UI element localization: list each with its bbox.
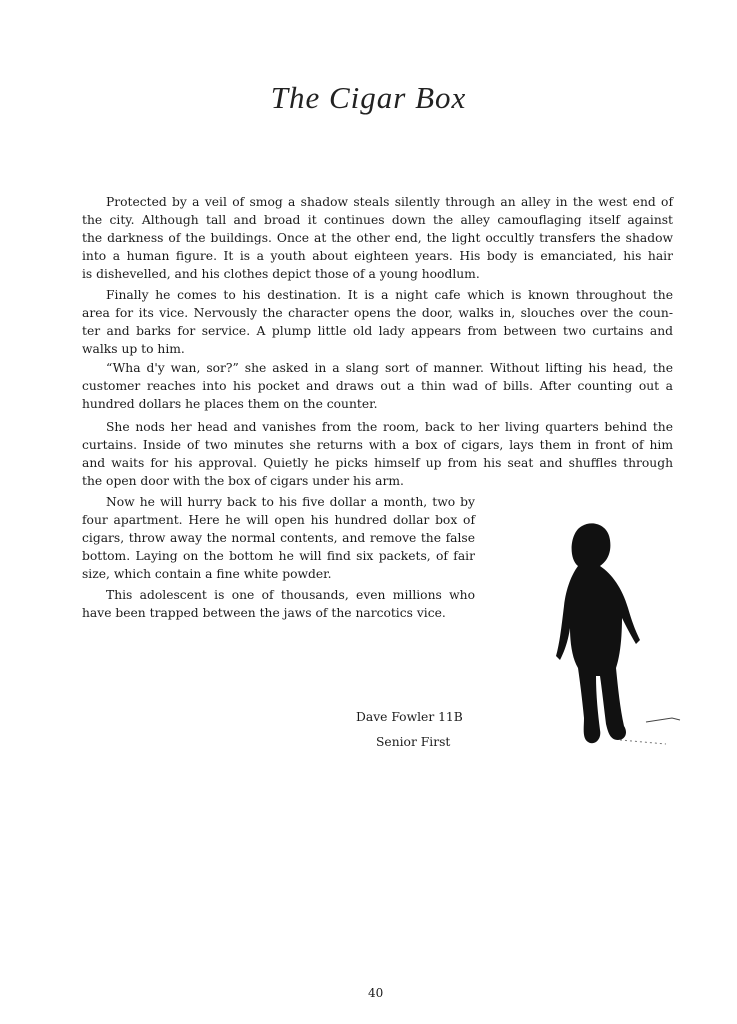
- text-line: Finally he comes to his destination. It is a night cafe which is known throughout the: [106, 288, 673, 302]
- text-line: area for its vice. Nervously the character opens the door, walks in, slouches over the coun-: [82, 305, 673, 320]
- text-line: and waits for his approval. Quietly he picks himself up from his seat and shuffles through: [82, 455, 673, 470]
- paragraph-3: [82, 360, 673, 414]
- text-line: the darkness of the buildings. Once at the other end, the light occultly transfers the shadow: [82, 230, 673, 245]
- text-line: bottom. Laying on the bottom he will find six packets, of fair: [82, 548, 475, 563]
- author-group: Senior First: [376, 735, 451, 749]
- text-line: four apartment. Here he will open his hundred dollar box of: [82, 512, 475, 527]
- text-line: cigars, throw away the normal contents, and remove the false: [82, 530, 475, 545]
- text-line: walks up to him.: [82, 341, 185, 356]
- text-line: into a human figure. It is a youth about eighteen years. His body is emanciated, his hair: [82, 248, 673, 263]
- text-line: Protected by a veil of smog a shadow steals silently through an alley in the west end of: [106, 195, 673, 209]
- paragraph-4: [82, 419, 673, 491]
- text-line: She nods her head and vanishes from the room, back to her living quarters behind the: [106, 420, 673, 434]
- text-line: ter and barks for service. A plump little old lady appears from between two curtains and: [82, 323, 673, 338]
- author-name: Dave Fowler 11B: [356, 710, 463, 724]
- silhouette-figure-illustration: [548, 518, 688, 753]
- text-line: is dishevelled, and his clothes depict those of a young hoodlum.: [82, 266, 480, 281]
- paragraph-2: [82, 287, 673, 359]
- text-line: size, which contain a fine white powder.: [82, 566, 332, 581]
- text-line: customer reaches into his pocket and draws out a thin wad of bills. After counting out a: [82, 378, 673, 393]
- page-number: 40: [368, 986, 384, 1000]
- text-line: the open door with the box of cigars under his arm.: [82, 473, 404, 488]
- text-line: “Wha d'y wan, sor?” she asked in a slang sort of manner. Without lifting his head, the: [106, 361, 673, 375]
- text-line: hundred dollars he places them on the counter.: [82, 396, 378, 411]
- paragraph-1: [82, 194, 673, 284]
- paragraph-6: [82, 587, 475, 623]
- text-line: have been trapped between the jaws of the narcotics vice.: [82, 605, 446, 620]
- page-title: The Cigar Box: [270, 80, 467, 115]
- text-line: curtains. Inside of two minutes she returns with a box of cigars, lays them in front of him: [82, 437, 673, 452]
- text-line: This adolescent is one of thousands, even millions who: [106, 588, 475, 602]
- text-line: the city. Although tall and broad it continues down the alley camouflaging itself against: [82, 212, 673, 227]
- paragraph-5: [82, 494, 475, 584]
- text-line: Now he will hurry back to his five dollar a month, two by: [106, 495, 475, 509]
